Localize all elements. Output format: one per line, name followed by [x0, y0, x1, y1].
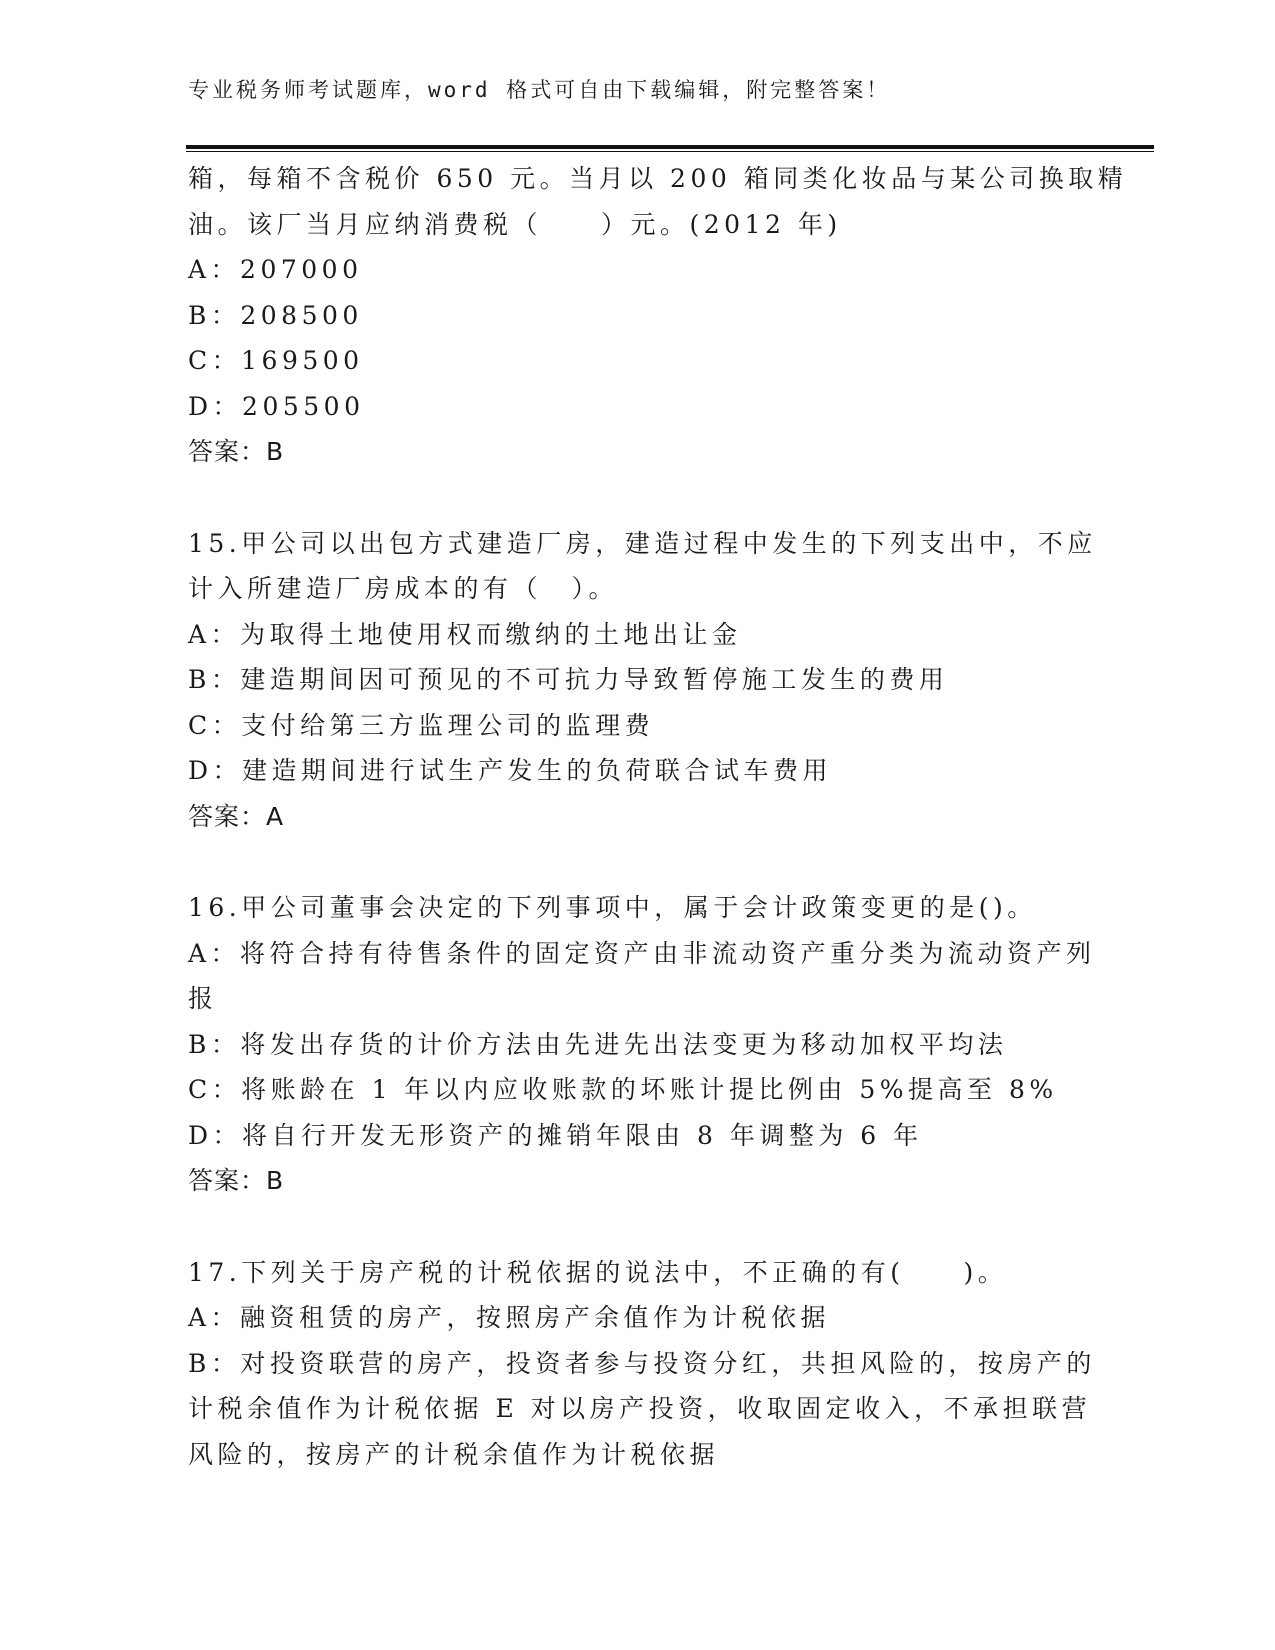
option-d: D：205500 [188, 391, 365, 421]
option-a: A：将符合持有待售条件的固定资产由非流动资产重分类为流动资产列 [188, 938, 1096, 968]
answer-line: 答案：B [188, 1166, 285, 1195]
spacer [188, 475, 1128, 521]
header-rule-thin [186, 151, 1154, 152]
page-header: 专业税务师考试题库，word 格式可自由下载编辑，附完整答案！ [188, 78, 891, 102]
option-a-continued: 报 [188, 984, 218, 1013]
question-text-line: 计入所建造厂房成本的有（ ）。 [188, 574, 619, 603]
option-b: B：建造期间因可预见的不可抗力导致暂停施工发生的费用 [188, 665, 949, 694]
answer-line: 答案：B [188, 437, 285, 466]
option-c: C：将账龄在 1 年以内应收账款的坏账计提比例由 5%提高至 8% [188, 1075, 1058, 1104]
question-text-line: 15.甲公司以出包方式建造厂房，建造过程中发生的下列支出中，不应 [188, 528, 1097, 558]
option-b-continued: 计税余值作为计税依据 E 对以房产投资，收取固定收入，不承担联营 [188, 1394, 1092, 1423]
question-text-line: 17.下列关于房产税的计税依据的说法中，不正确的有( )。 [188, 1257, 1008, 1287]
option-d: D：将自行开发无形资产的摊销年限由 8 年调整为 6 年 [188, 1120, 923, 1150]
spacer [188, 839, 1128, 885]
question-15 [188, 521, 1128, 840]
document-body [188, 156, 1128, 1477]
option-b: B：对投资联营的房产，投资者参与投资分红，共担风险的，按房产的 [188, 1348, 1096, 1378]
option-c: C：169500 [188, 346, 364, 375]
spacer [188, 1204, 1128, 1250]
question-text-line: 16.甲公司董事会决定的下列事项中，属于会计政策变更的是()。 [188, 893, 1037, 922]
option-a: A：为取得土地使用权而缴纳的土地出让金 [188, 619, 742, 649]
question-text-line: 油。该厂当月应纳消费税（ ）元。(2012 年) [188, 209, 842, 239]
option-b: B：将发出存货的计价方法由先进先出法变更为移动加权平均法 [188, 1029, 1008, 1059]
option-b-continued: 风险的，按房产的计税余值作为计税依据 [188, 1439, 720, 1469]
question-17 [188, 1250, 1128, 1478]
question-text-line: 箱，每箱不含税价 650 元。当月以 200 箱同类化妆品与某公司换取精 [188, 164, 1128, 193]
question-16 [188, 885, 1128, 1204]
option-a: A：207000 [188, 255, 363, 284]
answer-line: 答案：A [188, 801, 285, 831]
question-14 [188, 156, 1128, 475]
option-b: B：208500 [188, 300, 363, 330]
option-d: D：建造期间进行试生产发生的负荷联合试车费用 [188, 756, 833, 785]
option-a: A：融资租赁的房产，按照房产余值作为计税依据 [188, 1303, 831, 1332]
option-c: C：支付给第三方监理公司的监理费 [188, 710, 655, 740]
header-rule-thick [186, 145, 1154, 149]
